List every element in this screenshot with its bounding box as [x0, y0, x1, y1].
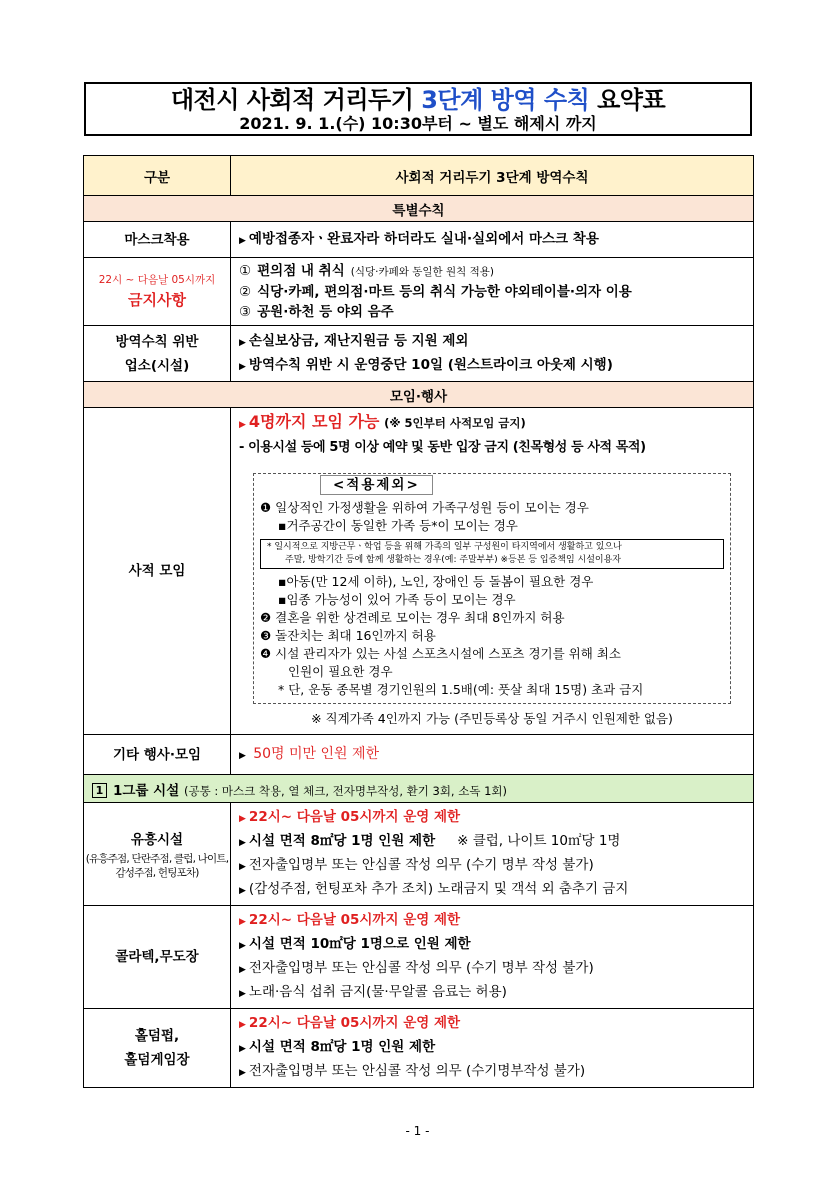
exclusion-line: * 단, 운동 종목별 경기인원의 1.5배(예: 풋살 최대 15명) 초과 금지 [278, 682, 644, 697]
section-row-gathering [84, 382, 754, 408]
facility-rule-line: ▶ 시설 면적 8㎡당 1명 인원 제한 ※ 클럽, 나이트 10㎡당 1명 [239, 833, 621, 849]
table-header-row [84, 156, 754, 196]
row-label-violation: 방역수칙 위반 업소(시설) [84, 326, 231, 382]
row-mask [84, 222, 754, 258]
section-title-special: 특별수칙 [84, 196, 754, 222]
item-text: 편의점 내 취식 [257, 263, 345, 279]
facility-rule-line: ▶ 전자출입명부 또는 안심콜 작성 의무 (수기 명부 작성 불가) [239, 960, 594, 976]
exclusion-line: ❶ 일상적인 가정생활을 위하여 가족구성원 등이 모이는 경우 [260, 500, 589, 515]
triangle-bullet-icon: ▶ [239, 420, 246, 430]
facility-rule-line: ▶ 22시~ 다음날 05시까지 운영 제한 [239, 912, 461, 928]
facility-rule-line: ▶ 시설 면적 10㎡당 1명으로 인원 제한 [239, 936, 471, 952]
header-category: 구분 [84, 156, 231, 196]
exclusion-line: ❹ 시설 관리자가 있는 사설 스포츠시설에 스포츠 경기를 위해 최소 [260, 646, 621, 661]
title-part3: 요약표 [589, 86, 666, 114]
exclusion-line: ▪임종 가능성이 있어 가족 등이 모이는 경우 [278, 592, 516, 607]
triangle-bullet-icon: ▶ [239, 750, 246, 761]
item-number: ① [239, 263, 252, 279]
facility-label: 유흥시설 (유흥주점, 단란주점, 클럽, 나이트, 감성주점, 헌팅포차) [84, 803, 231, 906]
triangle-bullet-icon: ▶ [239, 917, 246, 927]
facility-rule-line: ▶ 22시~ 다음날 05시까지 운영 제한 [239, 809, 461, 825]
document-title [86, 86, 750, 114]
triangle-bullet-icon: ▶ [239, 886, 246, 896]
item-note: (식당·카페와 동일한 원칙 적용) [350, 266, 495, 278]
section-title-gathering: 모임·행사 [84, 382, 754, 408]
facility-rules [231, 906, 754, 1009]
item-text: 식당·카페, 편의점·마트 등의 취식 가능한 야외테이블·의자 이용 [257, 284, 632, 300]
triangle-bullet-icon: ▶ [239, 941, 246, 951]
violation-item: ▶ 손실보상금, 재난지원금 등 지원 제외 [239, 332, 469, 349]
facility-row [84, 906, 754, 1009]
row-content-night-ban [231, 258, 754, 326]
private-footnote: ※ 직계가족 4인까지 가능 (주민등록상 동일 거주시 인원제한 없음) [311, 711, 673, 726]
triangle-bullet-icon: ▶ [239, 361, 246, 372]
night-ban-item [239, 302, 745, 322]
triangle-bullet-icon: ▶ [239, 989, 246, 999]
exclusion-line: ❸ 돌잔치는 최대 16인까지 허용 [260, 628, 436, 643]
facility-label: 홀덤펍, 홀덤게임장 [84, 1009, 231, 1088]
row-night-ban [84, 258, 754, 326]
facility-rule-line: ▶ 시설 면적 8㎡당 1명 인원 제한 [239, 1039, 436, 1055]
page-number: - 1 - [405, 1124, 430, 1138]
facility-rule-line: ▶ (감성주점, 헌팅포차 추가 조치) 노래금지 및 객석 외 춤추기 금지 [239, 881, 629, 897]
facility-sublabel: (유흥주점, 단란주점, 클럽, 나이트, 감성주점, 헌팅포차) [85, 853, 229, 879]
group1-header-row [84, 775, 754, 803]
rules-table [83, 155, 754, 1088]
title-highlight: 3단계 방역 수칙 [421, 86, 590, 114]
exclusion-box [253, 473, 731, 704]
exclusion-line: 인원이 필요한 경우 [288, 664, 393, 679]
facility-rule-line: ▶ 노래·음식 섭취 금지(물·무알콜 음료는 허용) [239, 984, 507, 1000]
exclusion-line: ❷ 결혼을 위한 상견례로 모이는 경우 최대 8인까지 허용 [260, 610, 565, 625]
row-content-mask: ▶ 예방접종자ㆍ완료자라 하더라도 실내·실외에서 마스크 착용 [231, 222, 754, 258]
private-line2: - 이용시설 등에 5명 이상 예약 및 동반 입장 금지 (친목형성 등 사적 목적) [239, 440, 646, 455]
group1-header [84, 775, 754, 803]
triangle-bullet-icon: ▶ [239, 1044, 246, 1054]
triangle-bullet-icon: ▶ [239, 1068, 246, 1078]
triangle-bullet-icon: ▶ [239, 337, 246, 348]
item-number: ③ [239, 304, 252, 320]
row-label-night-ban: 22시 ~ 다음날 05시까지 금지사항 [84, 258, 231, 326]
row-content-private: ▶ 4명까지 모임 가능 (※ 5인부터 사적모임 금지) - 이용시설 등에 5명 이상 예약 및 동반 입장 금지 (친목형성 등 사적 목적) <적용제외> ❶ 일상적인 가정생활을 위하여 가족구성원 등이 모이는 경우 ▪거주공간이 동일한 가족 등*이 모이는 경우 * 일시적으로 지방근무ㆍ학업 등을 위해 가족의 일부 구성원이 타지역에서 생활하고 있으나 주말, 방학기간 등에 함께 생활하는 경우(예: 주말부부) ※등본 등 입증책임 시설이용자 ▪아동(만 12세 이하), 노인, 장애인 등 돌봄이 필요한 경우 ▪임종 가능성이 있어 가족 등이 모이는 경우 ❷ 결혼을 위한 상견례로 모이는 경우 최대 8인까지 허용 ❸ 돌잔치는 최대 16인까지 허용 ❹ 시설 관리자가 있는 사설 스포츠시설에 스포츠 경기를 위해 최소 인원이 필요한 경우 * 단, 운동 종목별 경기인원의 1.5배(예: 풋살 최대 15명) 초과 금지 ※ 직계가족 4인까지 가능 (주민등록상 동일 거주시 인원제한 없음) [231, 408, 754, 735]
note-box-line: 주말, 방학기간 등에 함께 생활하는 경우(예: 주말부부) ※등본 등 입증책임 시설이용자 [285, 555, 621, 565]
group-number-box: 1 [92, 783, 107, 798]
triangle-bullet-icon: ▶ [239, 235, 246, 246]
triangle-bullet-icon: ▶ [239, 862, 246, 872]
exclusion-title: <적용제외> [320, 475, 433, 495]
facility-rules [231, 1009, 754, 1088]
facility-row [84, 803, 754, 906]
item-text: 공원·하천 등 야외 음주 [257, 304, 394, 320]
facility-rule-line: ▶ 전자출입명부 또는 안심콜 작성 의무 (수기명부작성 불가) [239, 1063, 586, 1079]
triangle-bullet-icon: ▶ [239, 1020, 246, 1030]
facility-rules [231, 803, 754, 906]
row-content-other: ▶ 50명 미만 인원 제한 [231, 735, 754, 775]
section-row-special [84, 196, 754, 222]
violation-item: ▶ 방역수칙 위반 시 운영중단 10일 (원스트라이크 아웃제 시행) [239, 356, 613, 373]
triangle-bullet-icon: ▶ [239, 814, 246, 824]
item-number: ② [239, 284, 252, 300]
note-box-line: * 일시적으로 지방근무ㆍ학업 등을 위해 가족의 일부 구성원이 타지역에서 생활하고 있으나 [267, 542, 622, 552]
header-rules: 사회적 거리두기 3단계 방역수칙 [231, 156, 754, 196]
document-date-range: 2021. 9. 1.(수) 10:30부터 ~ 별도 해제시 까지 [239, 114, 597, 133]
exclusion-note-box [260, 539, 724, 569]
row-label-private: 사적 모임 [84, 408, 231, 735]
group1-title: 1그룹 시설 [113, 782, 180, 799]
exclusion-line: ▪거주공간이 동일한 가족 등*이 모이는 경우 [278, 518, 518, 533]
exclusion-line: ▪아동(만 12세 이하), 노인, 장애인 등 돌봄이 필요한 경우 [278, 574, 594, 589]
group1-note: (공통 : 마스크 착용, 열 체크, 전자명부작성, 환기 3회, 소독 1회) [183, 783, 508, 798]
facility-row [84, 1009, 754, 1088]
document-title-box [84, 82, 752, 136]
row-violation [84, 326, 754, 382]
private-headline: 4명까지 모임 가능 [248, 412, 380, 431]
facility-rule-line: ▶ 22시~ 다음날 05시까지 운영 제한 [239, 1015, 461, 1031]
night-ban-item [239, 282, 745, 302]
night-ban-item [239, 261, 745, 282]
row-label-other: 기타 행사·모임 [84, 735, 231, 775]
triangle-bullet-icon: ▶ [239, 965, 246, 975]
triangle-bullet-icon: ▶ [239, 838, 246, 848]
facility-label: 콜라텍,무도장 [84, 906, 231, 1009]
row-private-gathering [84, 408, 754, 735]
title-part1: 대전시 사회적 거리두기 [170, 86, 422, 114]
facility-rule-line: ▶ 전자출입명부 또는 안심콜 작성 의무 (수기 명부 작성 불가) [239, 857, 594, 873]
row-content-violation [231, 326, 754, 382]
row-other-event [84, 735, 754, 775]
row-label-mask: 마스크착용 [84, 222, 231, 258]
